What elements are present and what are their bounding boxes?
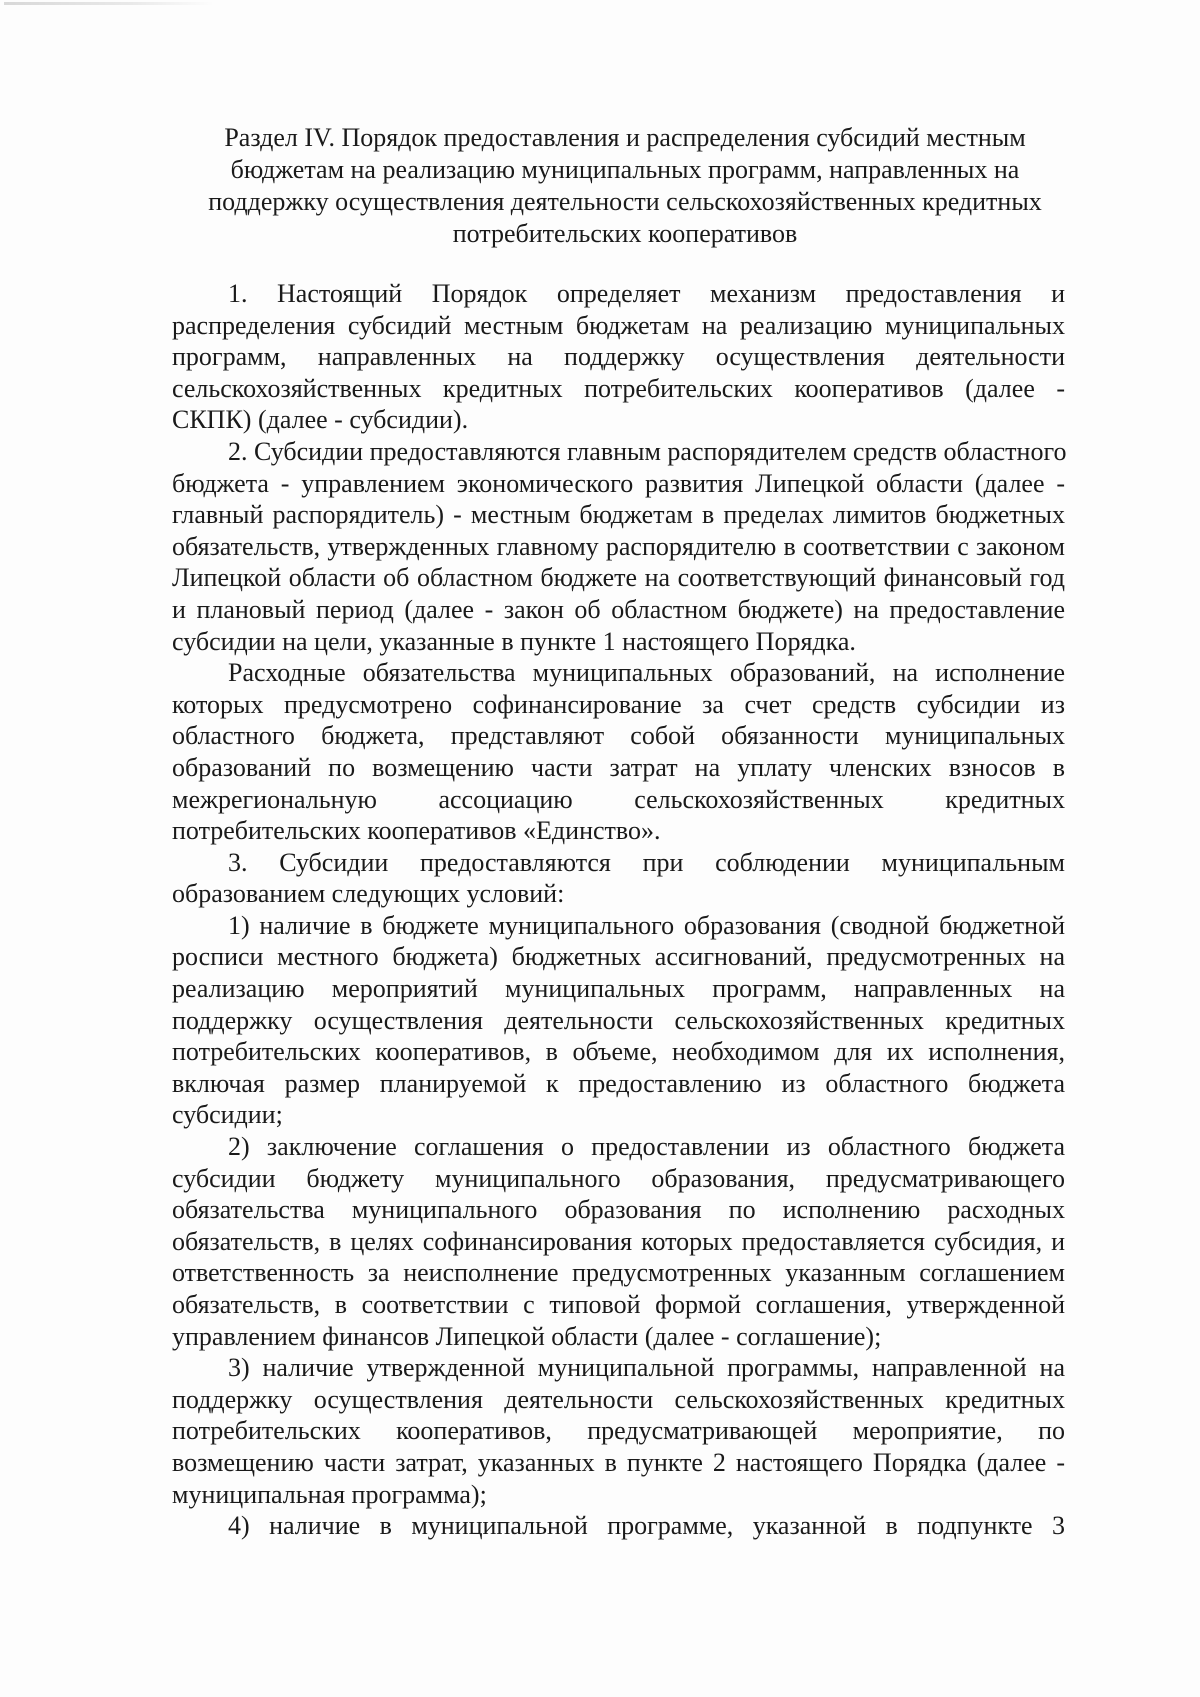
paragraph-line: сельскохозяйственных кредитных потребительских кооперативов (далее - (172, 373, 1065, 403)
paragraph-line: Липецкой области об областном бюджете на соответствующий финансовый год (172, 563, 1065, 593)
paragraph-line: обязательств, в соответствии с типовой формой соглашения, утвержденной (172, 1290, 1065, 1319)
paragraph-line: образований по возмещению части затрат на уплату членских взносов в (172, 752, 1065, 782)
paragraph-line: Расходные обязательства муниципальных образований, на исполнение (228, 658, 1065, 688)
paragraph-line: 2) заключение соглашения о предоставлении из областного бюджета (228, 1132, 1065, 1162)
section-heading (175, 122, 1075, 250)
paragraph-line: поддержку осуществления деятельности сельскохозяйственных кредитных (172, 1005, 1065, 1035)
paragraph-line: управлением финансов Липецкой области (далее - соглашение); (172, 1321, 882, 1351)
paragraph-line: потребительских кооперативов, предусматривающей мероприятие, по (172, 1416, 1065, 1446)
paragraph-line: 3. Субсидии предоставляются при соблюдении муниципальным (228, 847, 1065, 877)
paragraph (172, 1352, 1065, 1510)
paragraph-line: включая размер планируемой к предоставлению из областного бюджета (172, 1068, 1065, 1098)
paragraph-line: СКПК) (далее - субсидии). (172, 405, 469, 435)
paragraph-line: потребительских кооперативов «Единство». (172, 816, 661, 846)
paragraph-line: 1. Настоящий Порядок определяет механизм предоставления и (228, 279, 1065, 308)
paragraph-line: муниципальная программа); (172, 1479, 487, 1509)
paragraph-line: субсидии бюджету муниципального образования, предусматривающего (172, 1163, 1065, 1193)
paragraph (172, 278, 1065, 436)
heading-line: бюджетам на реализацию муниципальных программ, направленных на (230, 155, 1020, 184)
paragraph (172, 1131, 1065, 1352)
paragraph-line: росписи местного бюджета) бюджетных ассигнований, предусмотренных на (172, 942, 1065, 972)
paragraph-line: 2. Субсидии предоставляются главным распорядителем средств областного (228, 436, 1067, 466)
paragraph (172, 1510, 1065, 1542)
paragraph-line: потребительских кооперативов, в объеме, необходимом для их исполнения, (172, 1037, 1065, 1067)
paragraph-line: межрегиональную ассоциацию сельскохозяйственных кредитных (172, 784, 1065, 814)
paragraph (172, 847, 1065, 910)
paragraph-line: обязательств, в целях софинансирования которых предоставляется субсидия, и (172, 1226, 1065, 1256)
paragraph (172, 910, 1065, 1131)
paragraph-line: и плановый период (далее - закон об областном бюджете) на предоставление (172, 594, 1065, 624)
paragraph-line: которых предусмотрено софинансирование за счет средств субсидии из (172, 689, 1065, 719)
paragraph-line: образованием следующих условий: (172, 879, 565, 909)
document-body (172, 278, 1065, 1542)
paragraph-line: ответственность за неисполнение предусмотренных указанным соглашением (172, 1258, 1065, 1288)
paragraph-line: 4) наличие в муниципальной программе, указанной в подпункте 3 (228, 1511, 1065, 1541)
paragraph-line: поддержку осуществления деятельности сельскохозяйственных кредитных (172, 1384, 1065, 1414)
paragraph-line: обязательств, утвержденных главному распорядителю в соответствии с законом (172, 531, 1065, 561)
heading-line: поддержку осуществления деятельности сельскохозяйственных кредитных (208, 187, 1042, 216)
scan-artifact (4, 2, 214, 5)
paragraph (172, 657, 1065, 847)
paragraph-line: распределения субсидий местным бюджетам на реализацию муниципальных (172, 310, 1065, 340)
paragraph-line: бюджета - управлением экономического развития Липецкой области (далее - (172, 468, 1065, 498)
paragraph-line: программ, направленных на поддержку осуществления деятельности (172, 342, 1065, 372)
paragraph-line: субсидии на цели, указанные в пункте 1 настоящего Порядка. (172, 626, 856, 656)
paragraph-line: реализацию мероприятий муниципальных программ, направленных на (172, 974, 1065, 1004)
paragraph-line: областного бюджета, представляют собой обязанности муниципальных (172, 721, 1065, 751)
paragraph-line: 1) наличие в бюджете муниципального образования (сводной бюджетной (228, 910, 1065, 940)
paragraph-line: возмещению части затрат, указанных в пункте 2 настоящего Порядка (далее - (172, 1447, 1065, 1477)
paragraph-line: обязательства муниципального образования по исполнению расходных (172, 1195, 1065, 1225)
paragraph (172, 436, 1065, 657)
heading-line: Раздел IV. Порядок предоставления и распределения субсидий местным (224, 123, 1026, 152)
paragraph-line: 3) наличие утвержденной муниципальной программы, направленной на (228, 1353, 1065, 1383)
paragraph-line: главный распорядитель) - местным бюджетам в пределах лимитов бюджетных (172, 500, 1065, 530)
heading-line: потребительских кооперативов (452, 219, 798, 248)
paragraph-line: субсидии; (172, 1100, 283, 1130)
